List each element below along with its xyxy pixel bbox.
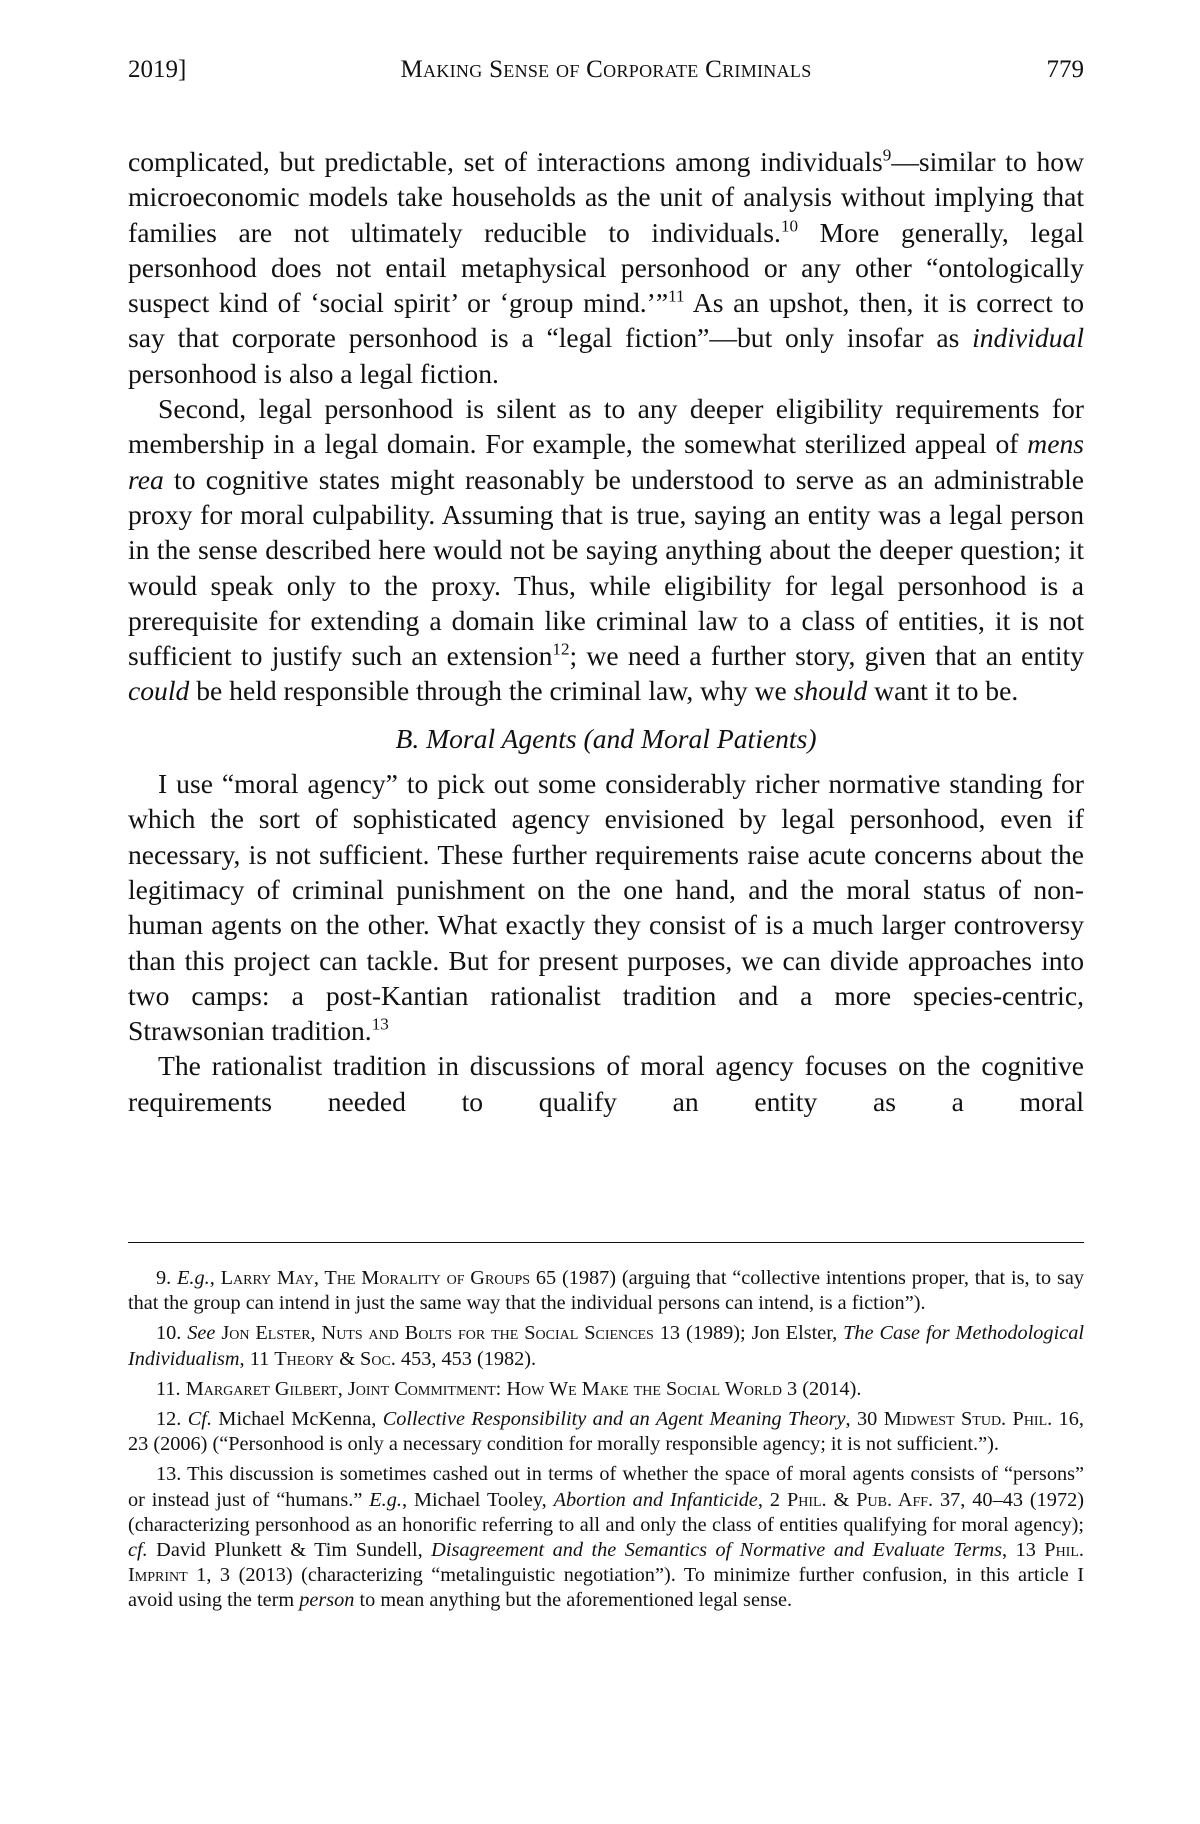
- header-title: Making Sense of Corporate Criminals: [400, 56, 812, 83]
- footnote-ref-13[interactable]: 13: [371, 1014, 389, 1034]
- footnote-ref-11[interactable]: 11: [668, 286, 685, 306]
- footnote-ref-9[interactable]: 9: [882, 145, 892, 165]
- footnote-9: 9. E.g., Larry May, The Morality of Groups 65 (1987) (arguing that “collective intentions proper, that is, to say that the group can intend in just the same way that the individual persons can intend, is a fiction”).: [128, 1267, 1085, 1315]
- footnote-divider: [128, 1242, 1084, 1243]
- header-year: 2019]: [128, 56, 187, 83]
- paragraph-2: Second, legal personhood is silent as to any deeper eligibility requirements for membership in a legal domain. For example, the somewhat sterilized appeal of mens rea to cognitive states might reasonably be understood to serve as an administrable proxy for moral culpability. Assuming that is true, saying an entity was a legal person in the sense described here would not be saying anything about the deeper question; it would speak only to the proxy. Thus, while eligibility for legal personhood is a prerequisite for extending a domain like criminal law to a class of entities, it is not sufficient to justify such an extension$^{12}$; we need a further story, given that an entity could be held responsible through the criminal law, why we should want it to be.: [128, 393, 1084, 707]
- footnote-11: 11. Margaret Gilbert, Joint Commitment: How We Make the Social World 3 (2014).: [156, 1377, 862, 1400]
- main-text: [128, 144, 1084, 1119]
- footnotes: [128, 1266, 1084, 1619]
- paragraph-3: I use “moral agency” to pick out some considerably richer normative standing for which the sort of sophisticated agency envisioned by legal personhood, even if necessary, is not sufficient. These further requirements raise acute concerns about the legitimacy of criminal punishment on the one hand, and the moral status of non-human agents on the other. What exactly they consist of is a much larger controversy than this project can tackle. But for present purposes, we can divide approaches into two camps: a post-Kantian rationalist tradition and a more species-centric, Strawsonian tradition.$^{13}$: [128, 768, 1084, 1047]
- page-number: 779: [1046, 56, 1084, 83]
- footnote-10: 10. See Jon Elster, Nuts and Bolts for the Social Sciences 13 (1989); Jon Elster, The Case for Methodological Individualism, 11 Theory & Soc. 453, 453 (1982).: [128, 1322, 1084, 1370]
- footnote-ref-12[interactable]: 12: [552, 639, 570, 659]
- footnote-ref-10[interactable]: 10: [780, 216, 799, 236]
- section-heading: B. Moral Agents (and Moral Patients): [395, 722, 817, 754]
- paragraph-4: The rationalist tradition in discussions of moral agency focuses on the cognitive requirements needed to qualify an entity as a moral: [128, 1050, 1084, 1117]
- running-header: [128, 56, 1084, 90]
- paragraph-1: complicated, but predictable, set of interactions among individuals$^9$—similar to how microeconomic models take households as the unit of analysis without implying that families are not ultimately reducible to individuals.$^{10}$ More generally, legal personhood does not entail metaphysical personhood or any other “ontologically suspect kind of ‘social spirit’ or ‘group mind.’”$^{11}$ As an upshot, then, it is correct to say that corporate personhood is a “legal fiction”—but only insofar as individual personhood is also a legal fiction.: [128, 145, 1085, 389]
- footnote-13: 13. This discussion is sometimes cashed out in terms of whether the space of moral agents consists of “persons” or instead just of “humans.” E.g., Michael Tooley, Abortion and Infanticide, 2 Phil. & Pub. Aff. 37, 40–43 (1972) (characterizing personhood as an honorific referring to all and only the class of entities qualifying for moral agency); cf. David Plunkett & Tim Sundell, Disagreement and the Semantics of Normative and Evaluate Terms, 13 Phil. Imprint 1, 3 (2013) (characterizing “metalinguistic negotiation”). To minimize further confusion, in this article I avoid using the term person to mean anything but the aforementioned legal sense.: [128, 1463, 1084, 1612]
- footnote-12: 12. Cf. Michael McKenna, Collective Responsibility and an Agent Meaning Theory, 30 Midwest Stud. Phil. 16, 23 (2006) (“Personhood is only a necessary condition for morally responsible agency; it is not sufficient.”).: [128, 1408, 1084, 1456]
